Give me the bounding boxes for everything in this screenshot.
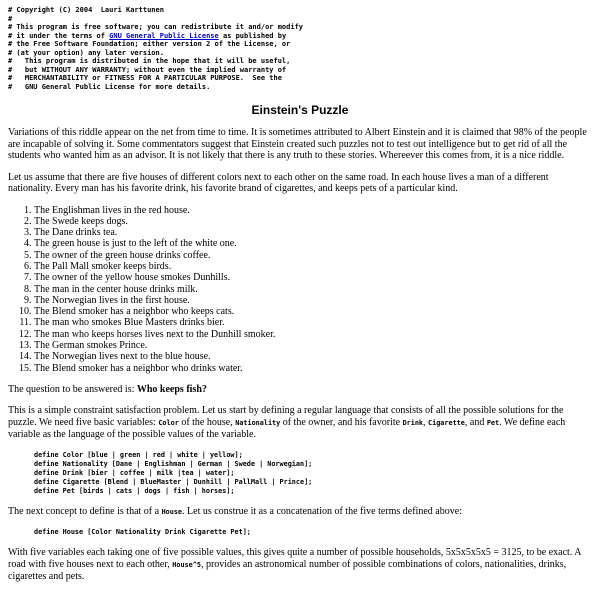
code-line: define Nationality [Dane | Englishman | German | Swede | Norwegian];	[34, 459, 313, 468]
paragraph-text: , and	[464, 416, 487, 428]
setup-paragraph: Let us assume that there are five houses of different colors next to each other on the same road. In each house lives a man of a different nationality. Every man has his favorite drink, his favorite brand of cigarettes, and keeps pets of a particular kind.	[8, 171, 549, 194]
code-line: define Color [blue | green | red | white | yellow];	[34, 450, 243, 459]
code-term: House	[161, 507, 183, 516]
question-paragraph	[8, 384, 592, 396]
code-term: Cigarette	[428, 418, 465, 427]
license-line: # but WITHOUT ANY WARRANTY; without even the implied warranty of	[8, 65, 287, 74]
closing-paragraph	[8, 547, 592, 583]
list-item: 8. The man in the center house drinks milk.	[34, 284, 592, 295]
list-item: 3. The Dane drinks tea.	[34, 227, 592, 238]
paragraph-text: . We define each variable as the language of the possible values of the variable.	[8, 416, 566, 441]
page-title: Einstein's Puzzle	[251, 103, 349, 117]
license-line: # This program is distributed in the hope that it will be useful,	[8, 57, 291, 65]
question-highlight: Who keeps fish?	[136, 383, 207, 395]
list-item: 4. The green house is just to the left of the white one.	[34, 238, 592, 249]
list-item: 9. The Norwegian lives in the first house.	[34, 295, 592, 306]
license-text: # it under the terms of	[8, 31, 110, 40]
code-line: define Cigarette [Blend | BlueMaster | Dunhill | PallMall | Prince];	[34, 477, 313, 486]
code-term: Drink	[402, 418, 424, 427]
list-item: 13. The German smokes Prince.	[34, 340, 592, 351]
document-page	[8, 6, 592, 593]
list-item: 11. The man who smokes Blue Masters drinks bier.	[34, 317, 592, 328]
code-term: Color	[158, 418, 179, 427]
license-header	[8, 6, 592, 91]
code-term: Pet	[486, 418, 500, 427]
license-line: # GNU General Public License for more details.	[8, 82, 211, 91]
intro-paragraph: Variations of this riddle appear on the net from time to time. It is sometimes attributed to Albert Einstein and it is claimed that 98% of the people are incapable of solving it. Some commentators suggest that Einstein created such puzzles not to test out intelligence but to get rid of all the students who wanted him as an advisor. It is not likely that there is any truth to these stories. Whereever this comes from, it is a nice riddle.	[8, 127, 587, 161]
list-item: 1. The Englishman lives in the red house.	[34, 205, 592, 216]
paragraph-text: . Let us construe it as a concatenation of the five terms defined above:	[182, 505, 462, 517]
house-paragraph	[8, 506, 592, 519]
code-line: define House [Color Nationality Drink Cigarette Pet];	[34, 528, 251, 537]
paragraph-text: With five variables each taking one of five possible values, this gives quite a number of possible households, 5x5x5x5x5 = 3125, to be exact. A road with five houses next to each other,	[8, 547, 581, 570]
list-item: 10. The Blend smoker has a neighbor who keeps cats.	[34, 306, 592, 317]
license-line: # MERCHANTABILITY or FITNESS FOR A PARTICULAR PURPOSE. See the	[8, 74, 282, 82]
license-line: # This program is free software; you can redistribute it and/or modify	[8, 23, 304, 31]
question-text: The question to be answered is:	[8, 383, 137, 395]
code-term: House^5	[172, 560, 201, 569]
license-line: # Copyright (C) 2004 Lauri Karttunen	[8, 6, 164, 14]
list-item: 6. The Pall Mall smoker keeps birds.	[34, 261, 592, 272]
code-line: define Drink [bier | coffee | milk |tea | water];	[34, 468, 235, 477]
paragraph-text: The next concept to define is that of a	[8, 505, 162, 517]
license-line: # the Free Software Foundation; either version 2 of the License, or	[8, 40, 291, 48]
paragraph-text: , provides an astronomical number of possible combinations of colors, nationalities, drinks, cigarettes and pets.	[8, 558, 567, 583]
define-code-block	[8, 451, 592, 496]
paragraph-text: of the owner, and his favorite	[280, 416, 403, 428]
list-item: 5. The owner of the green house drinks coffee.	[34, 250, 592, 261]
license-line	[8, 32, 592, 41]
clue-list	[8, 205, 592, 374]
paragraph-text: This is a simple constraint satisfaction problem. Let us start by defining a regular language that consists of all the possible solutions for the puzzle. We need five basic variables:	[8, 405, 564, 428]
license-text: as published by	[218, 31, 287, 40]
paragraph-text: of the house,	[178, 416, 236, 428]
code-term: Nationality	[235, 418, 281, 427]
list-item: 12. The man who keeps horses lives next to the Dunhill smoker.	[34, 329, 592, 340]
paragraph-text: ,	[423, 416, 429, 428]
license-line: # (at your option) any later version.	[8, 48, 164, 57]
list-item: 15. The Blend smoker has a neighbor who drinks water.	[34, 363, 592, 374]
list-item: 14. The Norwegian lives next to the blue house.	[34, 351, 592, 362]
list-item: 2. The Swede keeps dogs.	[34, 216, 592, 227]
house-code-block	[8, 528, 592, 537]
code-line: define Pet [birds | cats | dogs | fish | horses];	[34, 486, 235, 495]
constraint-paragraph	[8, 405, 592, 441]
gpl-link[interactable]: GNU General Public License	[109, 31, 219, 40]
list-item: 7. The owner of the yellow house smokes Dunhills.	[34, 272, 592, 283]
license-line: #	[8, 14, 13, 23]
